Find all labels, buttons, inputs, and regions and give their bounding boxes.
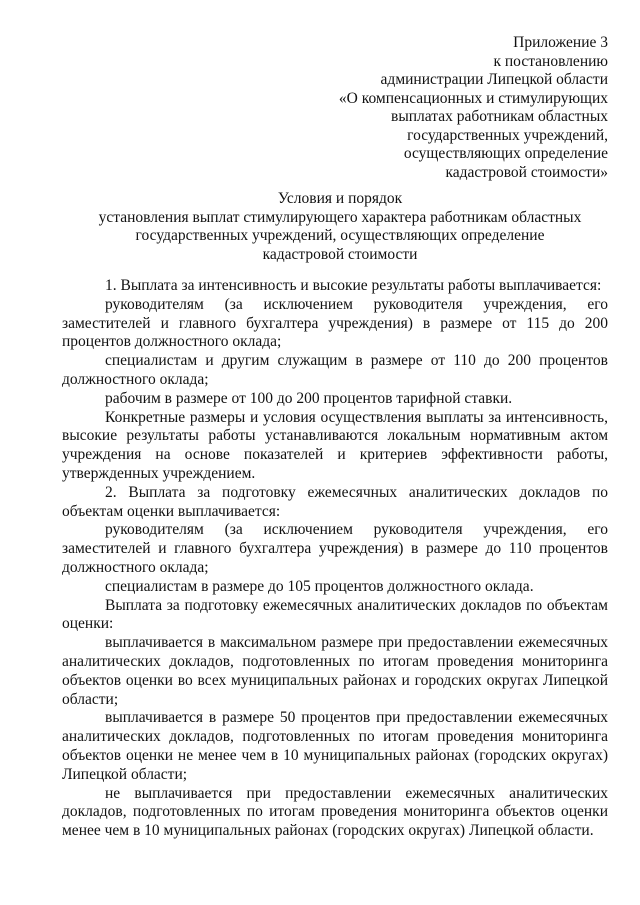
body-paragraph: 1. Выплата за интенсивность и высокие результаты работы выплачивается: xyxy=(105,277,602,294)
appendix-header-line: Приложение 3 xyxy=(513,34,608,51)
body-paragraph: руководителям (за исключением руководителя учреждения, его заместителей и главного бухгалтера учреждения) в размере от 115 до 200 процентов должностного оклада; xyxy=(62,295,608,351)
appendix-header-line: к постановлению xyxy=(493,52,608,70)
appendix-header-line: осуществляющих определение xyxy=(403,145,608,162)
document-title-line: кадастровой стоимости xyxy=(262,245,418,263)
body-paragraph: 2. Выплата за подготовку ежемесячных аналитических докладов по объектам оценки выплачивается: xyxy=(62,483,608,520)
body-paragraph: руководителям (за исключением руководителя учреждения, его заместителей и главного бухгалтера учреждения) в размере до 110 процентов должностного оклада; xyxy=(62,521,608,576)
body-paragraph: специалистам в размере до 105 процентов должностного оклада. xyxy=(105,577,534,595)
appendix-header-line: администрации Липецкой области xyxy=(380,71,608,88)
body-paragraph: Конкретные размеры и условия осуществления выплаты за интенсивность, высокие результаты работы устанавливаются локальным нормативным актом учреждения на основе показателей и критериев эффективности работы, утвержденных учреждением. xyxy=(62,408,608,482)
body-paragraph: Выплата за подготовку ежемесячных аналитических докладов по объектам оценки: xyxy=(62,596,608,633)
document-title-line: Условия и порядок xyxy=(277,190,403,207)
appendix-header-line: государственных учреждений, xyxy=(407,126,608,144)
body-paragraph: выплачивается в максимальном размере при предоставлении ежемесячных аналитических докладов, подготовленных по итогам проведения мониторинга объектов оценки во всех муниципальных районах и городских округах Липецкой области; xyxy=(62,634,608,708)
body-paragraph: специалистам и другим служащим в размере от 110 до 200 процентов должностного оклада; xyxy=(62,352,608,388)
document-title-line: государственных учреждений, осуществляющих определение xyxy=(135,227,545,244)
body-paragraph: не выплачивается при предоставлении ежемесячных аналитических докладов, подготовленных по итогам проведения мониторинга объектов оценки менее чем в 10 муниципальных районах (городских округах) Липецкой области. xyxy=(62,784,608,840)
appendix-header xyxy=(308,34,608,182)
document-title xyxy=(60,190,620,264)
body-paragraph: рабочим в размере от 100 до 200 процентов тарифной ставки. xyxy=(105,389,513,407)
document-title-line: установления выплат стимулирующего характера работникам областных xyxy=(98,208,582,226)
appendix-header-line: кадастровой стоимости» xyxy=(445,163,608,181)
appendix-header-line: «О компенсационных и стимулирующих xyxy=(338,89,608,107)
body-paragraph: выплачивается в размере 50 процентов при предоставлении ежемесячных аналитических докладов, подготовленных по итогам проведения мониторинга объектов оценки не менее чем в 10 муниципальных районах (городских округах) Липецкой области; xyxy=(62,709,608,783)
appendix-header-line: выплатах работникам областных xyxy=(391,108,608,125)
document-body xyxy=(62,277,608,841)
